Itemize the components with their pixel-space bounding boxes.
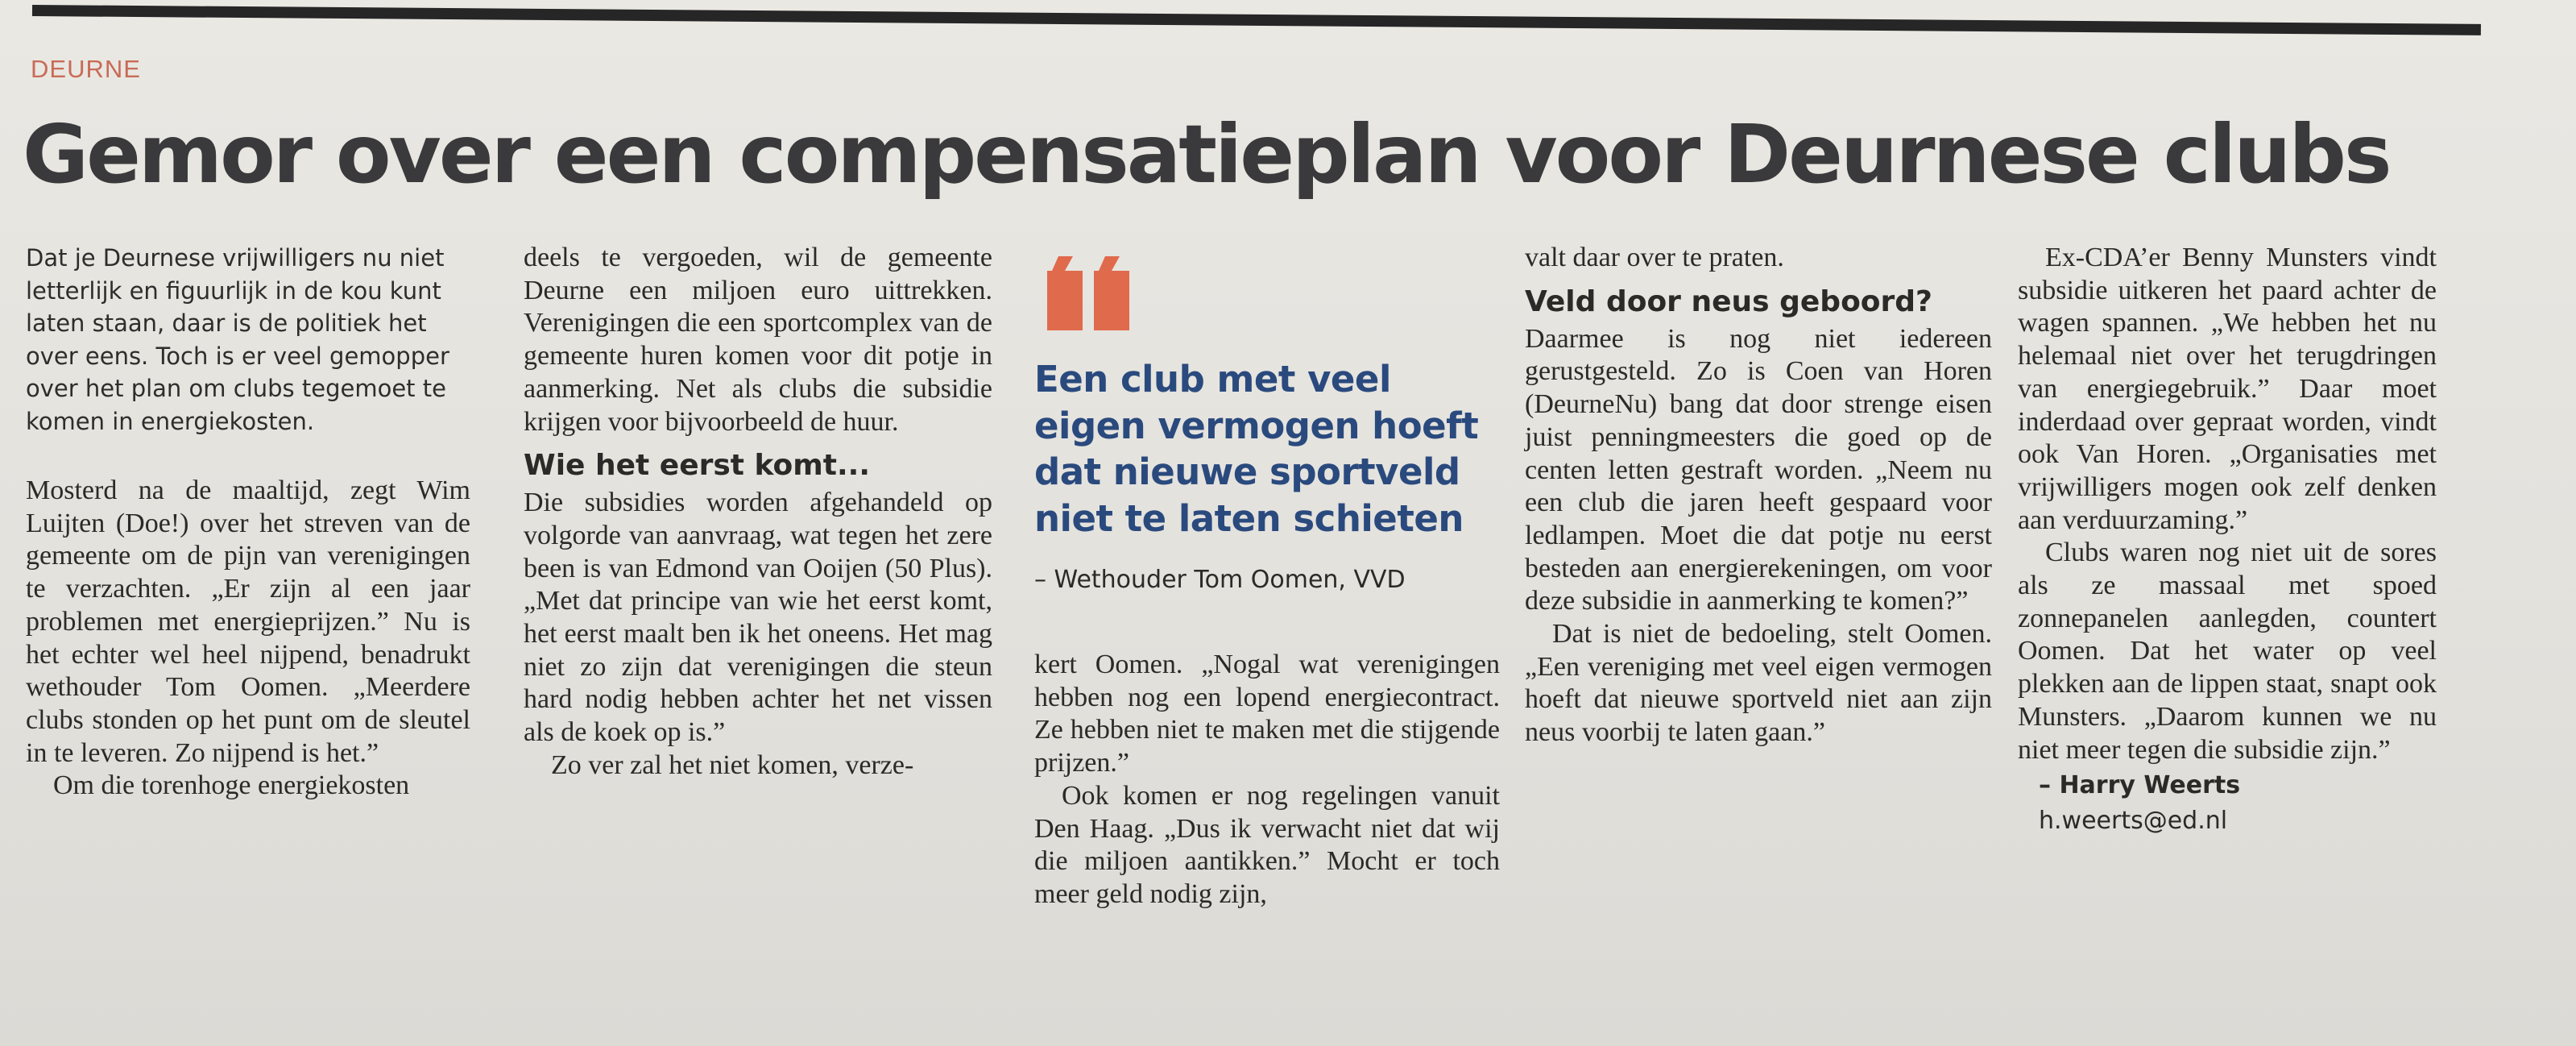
quote-mark-icon	[1041, 256, 1137, 345]
top-rule	[32, 5, 2481, 35]
body-paragraph: Ex-CDA’er Benny Munsters vindt subsidie uitkeren het paard achter de wagen spannen. „We hebben het nu helemaal niet over het terugdringen van energiegebruik.” Daar moet inderdaad over gepraat worden, vindt ook Van Horen. „Organisaties met vrijwilligers mogen ook zelf denken aan verduurzaming.”	[2018, 243, 2437, 535]
body-paragraph: Om die torenhoge energiekosten	[53, 770, 410, 801]
body-paragraph: deels te vergoeden, wil de gemeente Deurne een miljoen euro uittrekken. Verenigingen die een sportcomplex van de gemeente huren komen voor dit potje in aanmerking. Net als clubs die subsidie krijgen voor bijvoorbeeld de huur.	[524, 243, 992, 437]
body-paragraph: Clubs waren nog niet uit de sores als ze massaal met spoed zonnepanelen aanlegden, countert Oomen. Dat het water op veel plekken aan de lippen staat, snapt ook Munsters. „Daarom kunnen we nu niet meer tegen die subsidie zijn.”	[2018, 538, 2437, 765]
column-4	[1525, 242, 1992, 749]
body-paragraph: Dat is niet de bedoeling, stelt Oomen. „Een vereniging met veel eigen vermogen hoeft dat nieuwe sportveld niet aan zijn neus voorbij te laten gaan.”	[1525, 619, 1992, 748]
body-paragraph: Zo ver zal het niet komen, verze-	[551, 749, 914, 780]
body-paragraph: Die subsidies worden afgehandeld op volgorde van aanvraag, wat tegen het zere been is van Edmond van Ooijen (50 Plus). „Met dat principe van wie het eerst komt, het eerst maalt ben ik het oneens. Het mag niet zo zijn dat verenigingen die steun hard nodig hebben achter het net vissen als de koek op is.”	[524, 488, 992, 748]
column-3	[1034, 649, 1500, 911]
body-paragraph: kert Oomen. „Nogal wat verenigingen hebben nog een lopend energiecontract. Ze hebben niet te maken met die stijgende prijzen.”	[1034, 650, 1500, 778]
author-email: h.weerts@ed.nl	[2039, 807, 2228, 836]
author-name: – Harry Weerts	[2039, 771, 2241, 800]
column-5	[2018, 242, 2437, 837]
section-label: DEURNE	[31, 55, 141, 83]
column-1	[26, 242, 470, 803]
column-2	[524, 242, 992, 782]
body-paragraph: Daarmee is nog niet iedereen gerustgesteld. Zo is Coen van Horen (DeurneNu) bang dat door strenge eisen juist penningmeesters die goed op de centen letten gestraft worden. „Neem nu een club die jaren heeft gespaard voor ledlampen. Moet die dat potje nu eerst besteden aan energierekeningen, om voor deze subsidie in aanmerking te komen?”	[1525, 323, 1992, 616]
pullquote-attribution: – Wethouder Tom Oomen, VVD	[1034, 566, 1406, 594]
lead-paragraph: Dat je Deurnese vrijwilligers nu niet letterlijk en figuurlijk in de kou kunt laten staan, daar is de politiek het over eens. Toch is er veel gemopper over het plan om clubs tegemoet te komen in energiekosten.	[26, 244, 449, 435]
subheading: Wie het eerst komt...	[524, 449, 870, 483]
body-paragraph: Mosterd na de maaltijd, zegt Wim Luijten (Doe!) over het streven van de gemeente om de pijn van verenigingen te verzachten. „Er zijn al een jaar problemen met energieprijzen.” Nu is het echter wel heel nijpend, benadrukt wethouder Tom Oomen. „Meerdere clubs stonden op het punt om de sleutel in te leveren. Zo nijpend is het.”	[26, 475, 470, 768]
body-paragraph: Ook komen er nog regelingen vanuit Den Haag. „Dus ik verwacht niet dat wij die miljoen aantikken.” Mocht er toch meer geld nodig zijn,	[1034, 780, 1500, 909]
pullquote	[1034, 256, 1500, 594]
pullquote-text: Een club met veel eigen vermogen hoeft dat nieuwe sportveld niet te laten schieten	[1034, 358, 1479, 540]
headline: Gemor over een compensatieplan voor Deurnese clubs	[23, 107, 2390, 201]
subheading: Veld door neus geboord?	[1525, 284, 1932, 318]
body-paragraph: valt daar over te praten.	[1525, 243, 1784, 272]
